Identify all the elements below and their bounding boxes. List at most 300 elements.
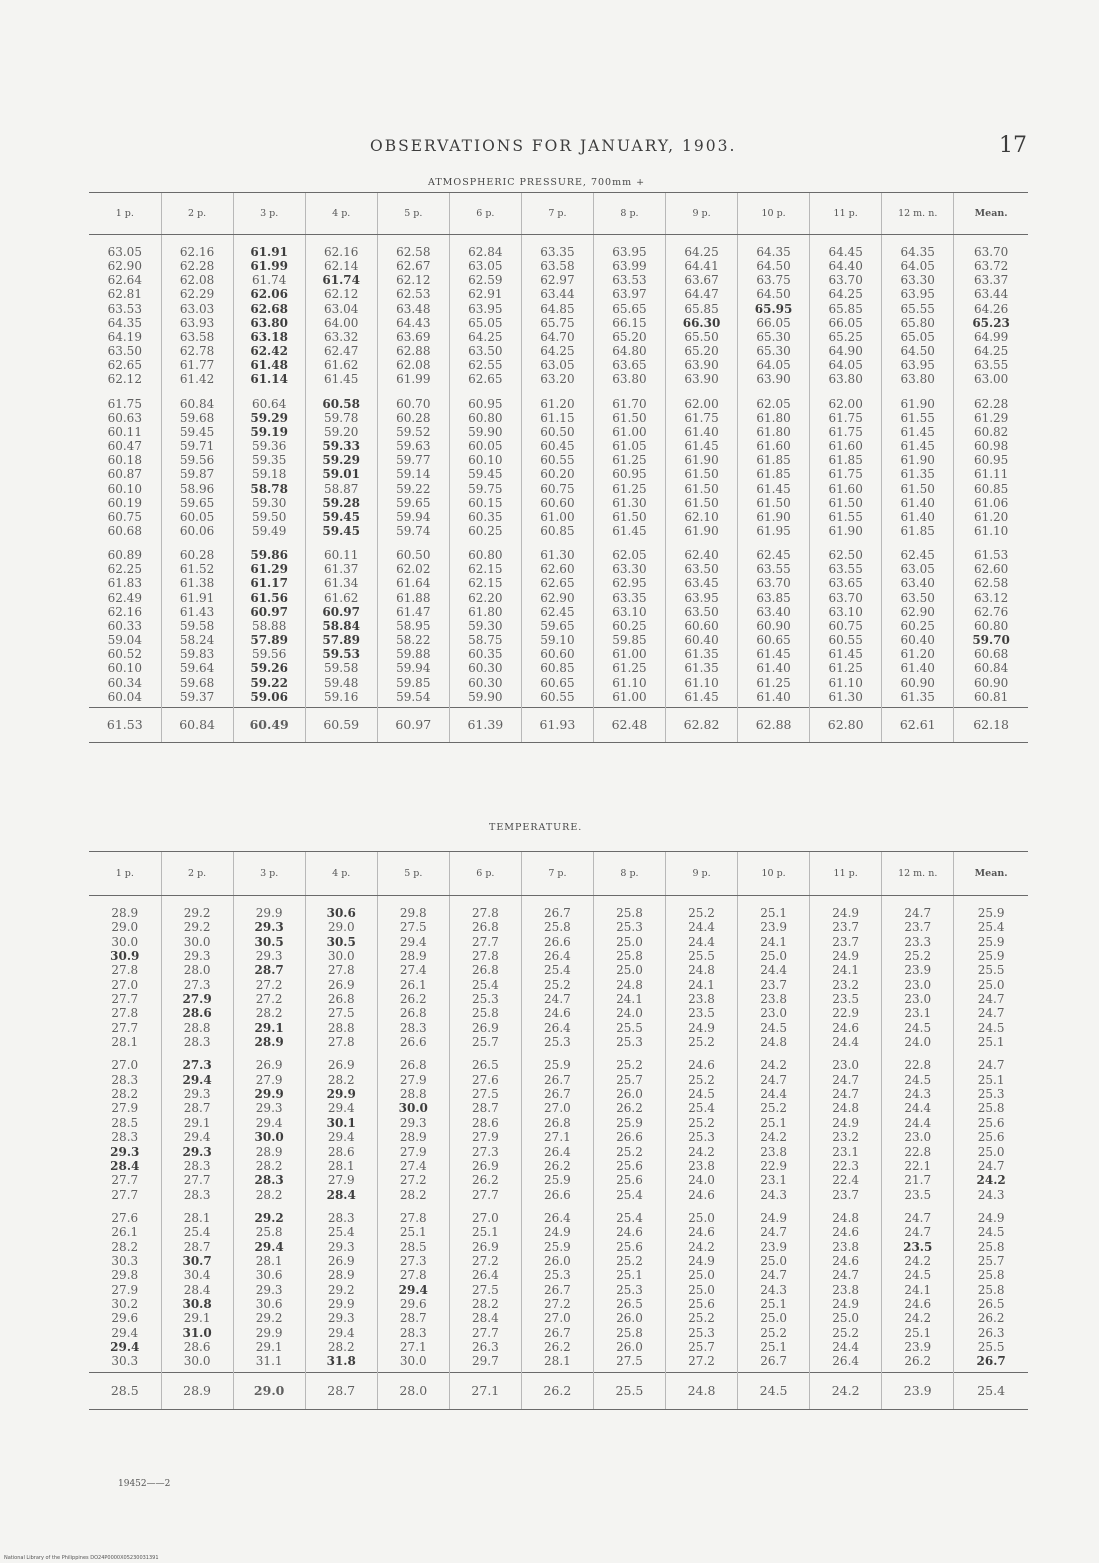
value: 25.3	[544, 1035, 571, 1050]
extreme-value: 59.29	[250, 410, 288, 425]
value: 61.47	[396, 604, 431, 619]
value: 61.25	[612, 661, 647, 676]
value: 61.77	[179, 358, 215, 373]
extreme-value: 30.9	[110, 949, 140, 964]
value: 61.75	[684, 410, 719, 425]
value: 59.04	[107, 633, 142, 648]
column-cell	[738, 1052, 810, 1204]
value: 60.50	[396, 548, 431, 563]
value: 26.1	[399, 977, 427, 992]
value: 26.8	[544, 1115, 571, 1130]
value: 62.16	[324, 245, 359, 259]
column-cell	[666, 235, 738, 390]
value: 24.4	[688, 920, 715, 935]
pressure-section-title: ATMOSPHERIC PRESSURE, 700mm +	[428, 177, 646, 188]
mean-value: 62.82	[666, 707, 738, 742]
value: 25.1	[471, 1225, 499, 1240]
value: 61.90	[684, 453, 719, 468]
extreme-value: 30.6	[326, 906, 356, 920]
value: 25.9	[977, 934, 1005, 949]
value: 63.95	[900, 358, 935, 373]
value: 61.50	[684, 467, 719, 482]
value: 59.94	[396, 661, 431, 676]
mean-value: 28.7	[305, 1372, 377, 1409]
value: 28.2	[327, 1072, 355, 1087]
column-cell	[810, 1205, 882, 1372]
value: 61.40	[900, 509, 935, 524]
column-header: 8 p.	[593, 852, 665, 896]
value: 59.68	[179, 410, 215, 425]
value: 66.15	[612, 315, 647, 330]
value: 60.20	[540, 467, 575, 482]
value: 61.15	[540, 410, 575, 425]
value: 23.0	[904, 992, 932, 1007]
value: 29.8	[111, 1268, 139, 1283]
temperature-table	[89, 851, 1028, 1410]
column-cell	[233, 1052, 305, 1204]
value: 61.75	[828, 467, 863, 482]
column-cell	[521, 235, 593, 390]
value: 62.08	[396, 358, 431, 373]
value: 25.6	[616, 1239, 643, 1254]
value: 65.80	[900, 315, 935, 330]
value: 24.7	[904, 1210, 932, 1225]
value: 61.62	[324, 358, 359, 373]
value: 23.7	[760, 977, 787, 992]
value: 61.50	[756, 495, 791, 510]
value: 26.7	[760, 1354, 787, 1369]
column-cell	[882, 541, 954, 707]
value: 25.2	[904, 949, 932, 964]
value: 25.0	[760, 1311, 787, 1326]
value: 60.18	[107, 453, 142, 468]
value: 24.4	[688, 934, 715, 949]
value: 60.55	[540, 453, 575, 468]
column-header: 3 p.	[233, 193, 305, 235]
column-cell	[521, 541, 593, 707]
value: 25.0	[977, 977, 1005, 992]
value: 60.63	[107, 410, 142, 425]
column-header: 6 p.	[449, 193, 521, 235]
value: 28.1	[544, 1354, 571, 1369]
value: 25.9	[616, 1115, 643, 1130]
value: 27.5	[471, 1282, 499, 1297]
column-cell	[666, 896, 738, 1053]
extreme-value: 59.26	[250, 661, 288, 676]
value: 30.6	[255, 1268, 283, 1283]
value: 29.4	[327, 1325, 355, 1340]
value: 26.2	[904, 1354, 932, 1369]
value: 28.2	[255, 1006, 283, 1021]
value: 59.75	[468, 481, 503, 496]
value: 26.4	[544, 949, 571, 964]
value: 28.9	[399, 1130, 427, 1145]
column-cell	[305, 1052, 377, 1204]
value: 64.99	[973, 329, 1009, 344]
value: 28.1	[255, 1253, 283, 1268]
value: 61.62	[324, 590, 359, 605]
value: 62.05	[612, 548, 647, 563]
value: 59.14	[396, 467, 431, 482]
value: 61.00	[540, 509, 575, 524]
value: 23.7	[832, 934, 860, 949]
value: 61.11	[973, 467, 1009, 482]
value: 60.40	[684, 633, 719, 648]
value: 28.2	[111, 1239, 139, 1254]
value: 62.76	[973, 604, 1009, 619]
value: 58.22	[396, 633, 431, 648]
value: 60.33	[107, 618, 142, 633]
column-cell	[377, 896, 449, 1053]
value: 63.90	[684, 372, 719, 387]
mean-value: 29.0	[233, 1372, 305, 1409]
column-cell	[954, 896, 1028, 1053]
column-header: 9 p.	[666, 852, 738, 896]
value: 61.95	[756, 523, 791, 538]
value: 25.3	[544, 1268, 571, 1283]
value: 63.95	[612, 245, 647, 259]
value: 65.85	[828, 301, 863, 316]
value: 61.85	[828, 453, 863, 468]
value: 28.1	[111, 1035, 139, 1050]
value: 63.67	[684, 273, 719, 288]
value: 29.9	[327, 1296, 355, 1311]
row-group	[89, 1205, 1028, 1372]
value: 26.1	[111, 1225, 139, 1240]
value: 59.64	[179, 661, 215, 676]
column-header: 10 p.	[738, 193, 810, 235]
value: 29.3	[183, 1087, 211, 1102]
value: 59.74	[396, 523, 431, 538]
value: 24.1	[760, 934, 787, 949]
value: 29.4	[255, 1115, 283, 1130]
mean-value: 28.5	[89, 1372, 161, 1409]
column-cell	[305, 1205, 377, 1372]
value: 59.94	[396, 509, 431, 524]
value: 27.8	[399, 1210, 427, 1225]
value: 63.03	[179, 301, 215, 316]
library-credit: National Library of the Philippines DO24P0000X05230031391	[4, 1555, 159, 1561]
value: 25.1	[760, 1296, 787, 1311]
value: 25.1	[904, 1325, 932, 1340]
column-cell	[89, 235, 161, 390]
page-number: 17	[999, 133, 1027, 158]
value: 62.00	[828, 396, 863, 411]
value: 24.5	[977, 1020, 1005, 1035]
value: 61.75	[828, 410, 863, 425]
value: 62.40	[684, 548, 719, 563]
value: 63.90	[684, 358, 719, 373]
value: 63.85	[756, 590, 791, 605]
value: 60.81	[973, 689, 1009, 704]
value: 24.2	[688, 1239, 715, 1254]
column-cell	[810, 235, 882, 390]
value: 61.00	[612, 424, 647, 439]
value: 62.45	[756, 548, 791, 563]
value: 23.8	[760, 992, 787, 1007]
value: 61.37	[324, 562, 359, 577]
value: 23.1	[832, 1144, 860, 1159]
value: 61.10	[684, 675, 719, 690]
value: 29.8	[399, 906, 427, 920]
value: 24.5	[904, 1072, 932, 1087]
column-cell	[449, 1052, 521, 1204]
value: 28.3	[183, 1187, 211, 1202]
value: 27.7	[471, 1325, 499, 1340]
value: 25.1	[616, 1268, 643, 1283]
value: 28.0	[183, 963, 211, 978]
value: 61.88	[396, 590, 431, 605]
value: 24.9	[688, 1253, 715, 1268]
value: 24.5	[977, 1225, 1005, 1240]
extreme-value: 60.97	[322, 604, 360, 619]
extreme-value: 65.23	[972, 315, 1010, 330]
column-header: 5 p.	[377, 193, 449, 235]
value: 61.45	[324, 372, 359, 387]
column-header: 10 p.	[738, 852, 810, 896]
value: 25.1	[760, 1115, 787, 1130]
value: 59.37	[179, 689, 215, 704]
value: 27.8	[111, 963, 139, 978]
extreme-value: 30.8	[182, 1296, 212, 1311]
value: 30.3	[111, 1354, 139, 1369]
value: 60.85	[540, 661, 575, 676]
value: 59.71	[179, 439, 215, 454]
value: 61.20	[540, 396, 575, 411]
extreme-value: 31.8	[326, 1354, 356, 1369]
column-header: 11 p.	[810, 193, 882, 235]
value: 25.2	[832, 1325, 860, 1340]
value: 28.6	[327, 1144, 355, 1159]
value: 61.85	[900, 523, 935, 538]
value: 63.70	[756, 576, 791, 591]
column-cell	[666, 390, 738, 542]
value: 64.25	[973, 344, 1009, 359]
value: 25.3	[616, 1035, 643, 1050]
value: 65.30	[756, 344, 791, 359]
value: 61.06	[973, 495, 1009, 510]
value: 58.96	[179, 481, 215, 496]
value: 29.2	[255, 1311, 283, 1326]
value: 29.3	[327, 1311, 355, 1326]
value: 28.3	[183, 1035, 211, 1050]
value: 28.3	[111, 1072, 139, 1087]
value: 27.7	[111, 1020, 139, 1035]
value: 23.7	[832, 1187, 860, 1202]
value: 26.7	[544, 1072, 571, 1087]
value: 28.2	[399, 1187, 427, 1202]
value: 59.50	[251, 509, 287, 524]
extreme-value: 28.9	[254, 1035, 284, 1050]
mean-value: 62.48	[593, 707, 665, 742]
value: 25.4	[977, 920, 1005, 935]
value: 25.7	[471, 1035, 499, 1050]
value: 59.49	[251, 523, 287, 538]
value: 29.2	[183, 920, 211, 935]
value: 60.05	[468, 439, 503, 454]
extreme-value: 30.5	[326, 934, 356, 949]
value: 63.37	[973, 273, 1009, 288]
extreme-value: 61.91	[250, 245, 288, 259]
value: 26.7	[544, 1087, 571, 1102]
value: 61.45	[828, 647, 863, 662]
extreme-value: 30.5	[254, 934, 284, 949]
value: 61.35	[900, 467, 935, 482]
value: 27.2	[255, 992, 283, 1007]
value: 64.05	[900, 259, 935, 274]
value: 30.0	[111, 934, 139, 949]
value: 60.28	[179, 548, 215, 563]
value: 63.53	[612, 273, 647, 288]
column-cell	[810, 1052, 882, 1204]
value: 25.5	[977, 1339, 1005, 1354]
value: 62.45	[900, 548, 935, 563]
value: 27.2	[544, 1296, 571, 1311]
value: 60.80	[468, 548, 503, 563]
value: 24.3	[904, 1087, 932, 1102]
value: 29.2	[183, 906, 211, 920]
value: 60.30	[468, 661, 503, 676]
extreme-value: 63.18	[250, 329, 288, 344]
value: 62.28	[973, 396, 1009, 411]
value: 60.90	[900, 675, 935, 690]
value: 28.3	[327, 1210, 355, 1225]
value: 25.0	[688, 1268, 715, 1283]
value: 23.1	[760, 1173, 787, 1188]
extreme-value: 57.89	[322, 633, 360, 648]
value: 62.90	[900, 604, 935, 619]
value: 61.00	[612, 647, 647, 662]
value: 25.6	[616, 1158, 643, 1173]
value: 60.30	[468, 675, 503, 690]
column-header: 11 p.	[810, 852, 882, 896]
value: 61.40	[900, 495, 935, 510]
value: 23.5	[688, 1006, 715, 1021]
pressure-table	[89, 192, 1028, 743]
value: 63.48	[396, 301, 431, 316]
value: 25.9	[977, 949, 1005, 964]
column-cell	[521, 1052, 593, 1204]
value: 26.3	[471, 1339, 499, 1354]
mean-value: 25.5	[593, 1372, 665, 1409]
value: 24.5	[904, 1020, 932, 1035]
value: 59.22	[396, 481, 431, 496]
value: 64.25	[828, 287, 863, 302]
value: 26.7	[544, 906, 571, 920]
value: 27.0	[544, 1101, 571, 1116]
value: 24.9	[832, 1296, 860, 1311]
value: 60.25	[468, 523, 503, 538]
value: 63.99	[612, 259, 647, 274]
value: 63.75	[756, 273, 791, 288]
value: 26.6	[544, 1187, 571, 1202]
column-cell	[521, 896, 593, 1053]
value: 59.85	[612, 633, 647, 648]
column-cell	[738, 235, 810, 390]
value: 62.47	[324, 344, 359, 359]
value: 24.4	[760, 963, 787, 978]
value: 61.50	[900, 481, 935, 496]
value: 25.4	[471, 977, 499, 992]
value: 26.2	[616, 1101, 643, 1116]
value: 60.04	[107, 689, 142, 704]
value: 63.80	[900, 372, 935, 387]
value: 29.3	[255, 949, 283, 964]
value: 24.4	[760, 1087, 787, 1102]
value: 30.3	[111, 1253, 139, 1268]
value: 27.2	[688, 1354, 715, 1369]
value: 24.6	[616, 1225, 643, 1240]
column-header-mean: Mean.	[954, 852, 1028, 896]
extreme-value: 59.70	[972, 633, 1010, 648]
value: 26.8	[327, 992, 355, 1007]
value: 61.70	[612, 396, 647, 411]
value: 24.6	[544, 1006, 571, 1021]
temperature-mean-row	[89, 1372, 1028, 1409]
mean-value: 25.4	[954, 1372, 1028, 1409]
column-header: 2 p.	[161, 193, 233, 235]
value: 64.19	[107, 329, 142, 344]
value: 60.90	[756, 618, 791, 633]
value: 61.60	[756, 439, 791, 454]
value: 25.7	[688, 1339, 715, 1354]
extreme-value: 29.3	[182, 1144, 212, 1159]
value: 63.95	[900, 287, 935, 302]
value: 25.1	[399, 1225, 427, 1240]
value: 25.2	[544, 977, 571, 992]
value: 24.0	[616, 1006, 643, 1021]
value: 60.89	[107, 548, 142, 563]
value: 63.20	[540, 372, 575, 387]
value: 61.10	[973, 523, 1009, 538]
column-cell	[233, 390, 305, 542]
value: 24.9	[760, 1210, 787, 1225]
value: 25.1	[760, 906, 787, 920]
value: 59.52	[396, 424, 431, 439]
value: 64.50	[900, 344, 935, 359]
value: 27.9	[399, 1072, 427, 1087]
value: 61.85	[756, 467, 791, 482]
value: 28.7	[399, 1311, 427, 1326]
value: 61.50	[612, 509, 647, 524]
value: 60.55	[540, 689, 575, 704]
value: 26.3	[977, 1325, 1005, 1340]
value: 62.28	[179, 259, 215, 274]
value: 25.3	[471, 992, 499, 1007]
value: 61.85	[756, 453, 791, 468]
value: 26.2	[471, 1173, 499, 1188]
value: 27.5	[616, 1354, 643, 1369]
value: 62.90	[540, 590, 575, 605]
column-cell	[305, 235, 377, 390]
value: 25.0	[977, 1144, 1005, 1159]
value: 61.35	[900, 689, 935, 704]
value: 24.8	[832, 1101, 860, 1116]
value: 60.28	[396, 410, 431, 425]
footer-code: 19452——2	[118, 1479, 171, 1489]
value: 61.80	[756, 424, 791, 439]
value: 26.6	[616, 1130, 643, 1145]
row-group	[89, 390, 1028, 542]
column-cell	[233, 235, 305, 390]
value: 23.8	[688, 1158, 715, 1173]
column-header: 5 p.	[377, 852, 449, 896]
value: 24.7	[760, 1072, 787, 1087]
value: 29.1	[183, 1311, 211, 1326]
column-cell	[161, 896, 233, 1053]
value: 27.0	[111, 1058, 139, 1073]
value: 61.30	[828, 689, 863, 704]
